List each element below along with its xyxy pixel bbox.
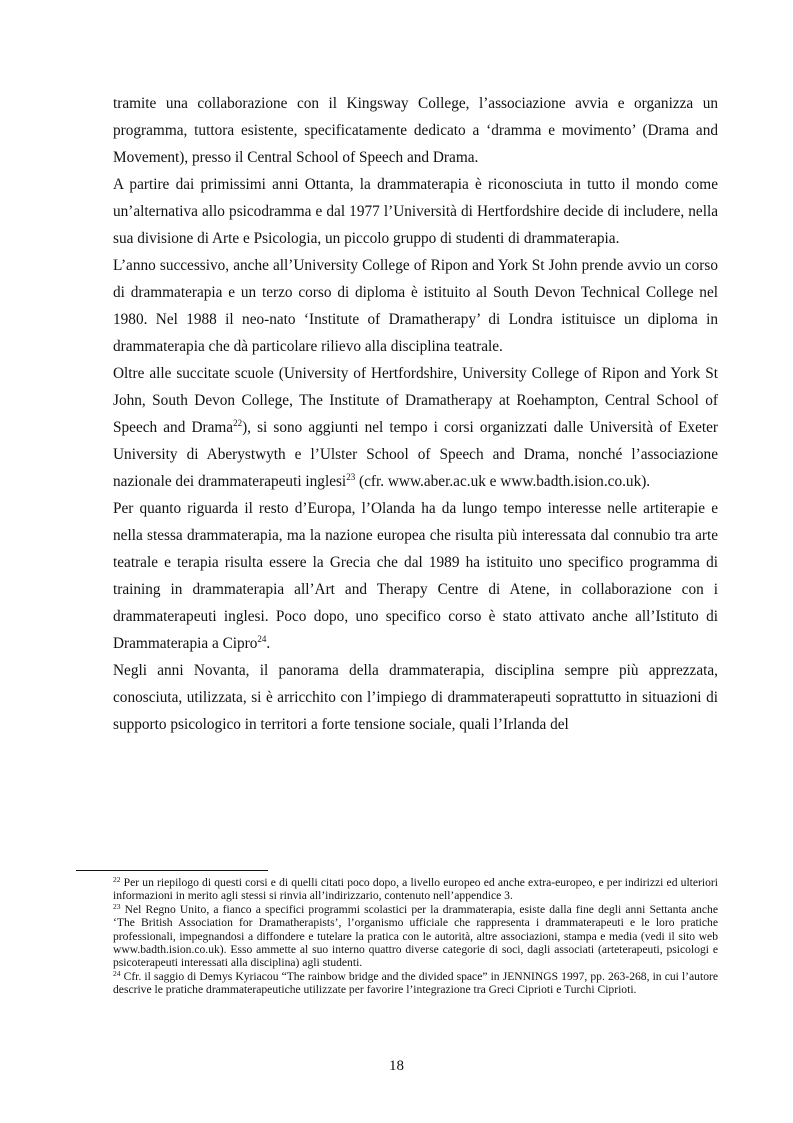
text-span: Oltre alle succitate scuole (University of Hertfordshire, University College of Ripon and York St John, South Devon College, The Institute of Dramatherapy at Roehampton, Central School of Speech and Drama <box>113 365 718 436</box>
text-span: A partire dai primissimi anni Ottanta, la drammaterapia è riconosciuta in tutto il mondo come un’alternativa allo psicodramma e dal 1977 l’Università di Hertfordshire decide di includere, nella sua divisione di Arte e Psicologia, un piccolo gruppo di studenti di drammaterapia. <box>113 176 718 247</box>
text-span: Negli anni Novanta, il panorama della drammaterapia, disciplina sempre più apprezzata, conosciuta, utilizzata, si è arricchito con l’impiego di drammaterapeuti soprattutto in situazioni di supporto psicologico in territori a forte tensione sociale, quali l’Irlanda del <box>113 662 718 733</box>
footnote-ref-22[interactable]: 22 <box>233 418 243 428</box>
paragraph-2 <box>113 171 718 252</box>
paragraph-1 <box>113 90 718 171</box>
text-span: L’anno successivo, anche all’University College of Ripon and York St John prende avvio un corso di drammaterapia e un terzo corso di diploma è istituito al South Devon Technical College nel 1980. Nel 1988 il neo-nato ‘Institute of Dramatherapy’ di Londra istituisce un diploma in drammaterapia che dà particolare rilievo alla disciplina teatrale. <box>113 257 718 355</box>
text-span: ), si sono aggiunti nel tempo i corsi organizzati dalle Università of Exeter University di Aberystwyth e l’Ulster School of Speech and Drama, nonché l’associazione nazionale dei drammaterapeuti inglesi <box>113 419 718 490</box>
footnote-text: Per un riepilogo di questi corsi e di quelli citati poco dopo, a livello europeo ed anche extra-europeo, e per indirizzi ed ulteriori informazioni in merito agli stessi si rinvia all’indirizzario, contenuto nell’appendice 3. <box>113 876 718 903</box>
footnotes <box>113 876 718 997</box>
footnote-number: 22 <box>113 875 121 884</box>
text-span: tramite una collaborazione con il Kingsway College, l’associazione avvia e organizza un programma, tuttora esistente, specificatamente dedicato a ‘dramma e movimento’ (Drama and Movement), presso il Central School of Speech and Drama. <box>113 95 718 166</box>
footnote-number: 23 <box>113 901 121 911</box>
footnote-ref-23[interactable]: 23 <box>346 472 356 482</box>
footnote-22 <box>113 876 718 903</box>
footnote-23 <box>113 903 718 970</box>
footnote-ref-24[interactable]: 24 <box>257 634 267 644</box>
paragraph-3 <box>113 252 718 360</box>
footnote-24 <box>113 970 718 997</box>
paragraph-5 <box>113 495 718 657</box>
body-text <box>113 90 718 738</box>
text-span: Per quanto riguarda il resto d’Europa, l’Olanda ha da lungo tempo interesse nelle artiterapie e nella stessa drammaterapia, ma la nazione europea che risulta più interessata dal connubio tra arte teatrale e terapia risulta essere la Grecia che dal 1989 ha istituito uno specifico programma di training in drammaterapia all’Art and Therapy Centre di Atene, in collaborazione con i drammaterapeuti inglesi. Poco dopo, uno specifico corso è stato attivato anche all’Istituto di Drammaterapia a Cipro <box>113 500 718 652</box>
text-span: (cfr. www.aber.ac.uk e www.badth.ision.co.uk). <box>355 473 651 490</box>
paragraph-4 <box>113 360 718 495</box>
footnote-separator <box>76 870 268 871</box>
footnote-number: 24 <box>113 968 121 978</box>
page-number: 18 <box>389 1058 404 1074</box>
text-span: . <box>266 635 271 652</box>
footnote-text: Nel Regno Unito, a fianco a specifici programmi scolastici per la drammaterapia, esiste dalla fine degli anni Settanta anche ‘The British Association for Dramatherapists’, l’organismo ufficiale che rappresenta i drammaterapeuti e le loro pratiche professionali, impegnandosi a diffondere e tutelare la pratica con le autorità, altre associazioni, stampa e media (vedi il sito web www.badth.ision.co.uk). Esso ammette al suo interno quattro diverse categorie di soci, dagli associati (arteterapeuti, psicologi e psicoterapeuti interessati alla disciplina) agli studenti. <box>113 902 718 970</box>
paragraph-6 <box>113 657 718 738</box>
footnote-text: Cfr. il saggio di Demys Kyriacou “The rainbow bridge and the divided space” in JENNINGS 1997, pp. 263-268, in cui l’autore descrive le pratiche drammaterapeutiche utilizzate per favorire l’integrazione tra Greci Ciprioti e Turchi Ciprioti. <box>113 969 718 997</box>
